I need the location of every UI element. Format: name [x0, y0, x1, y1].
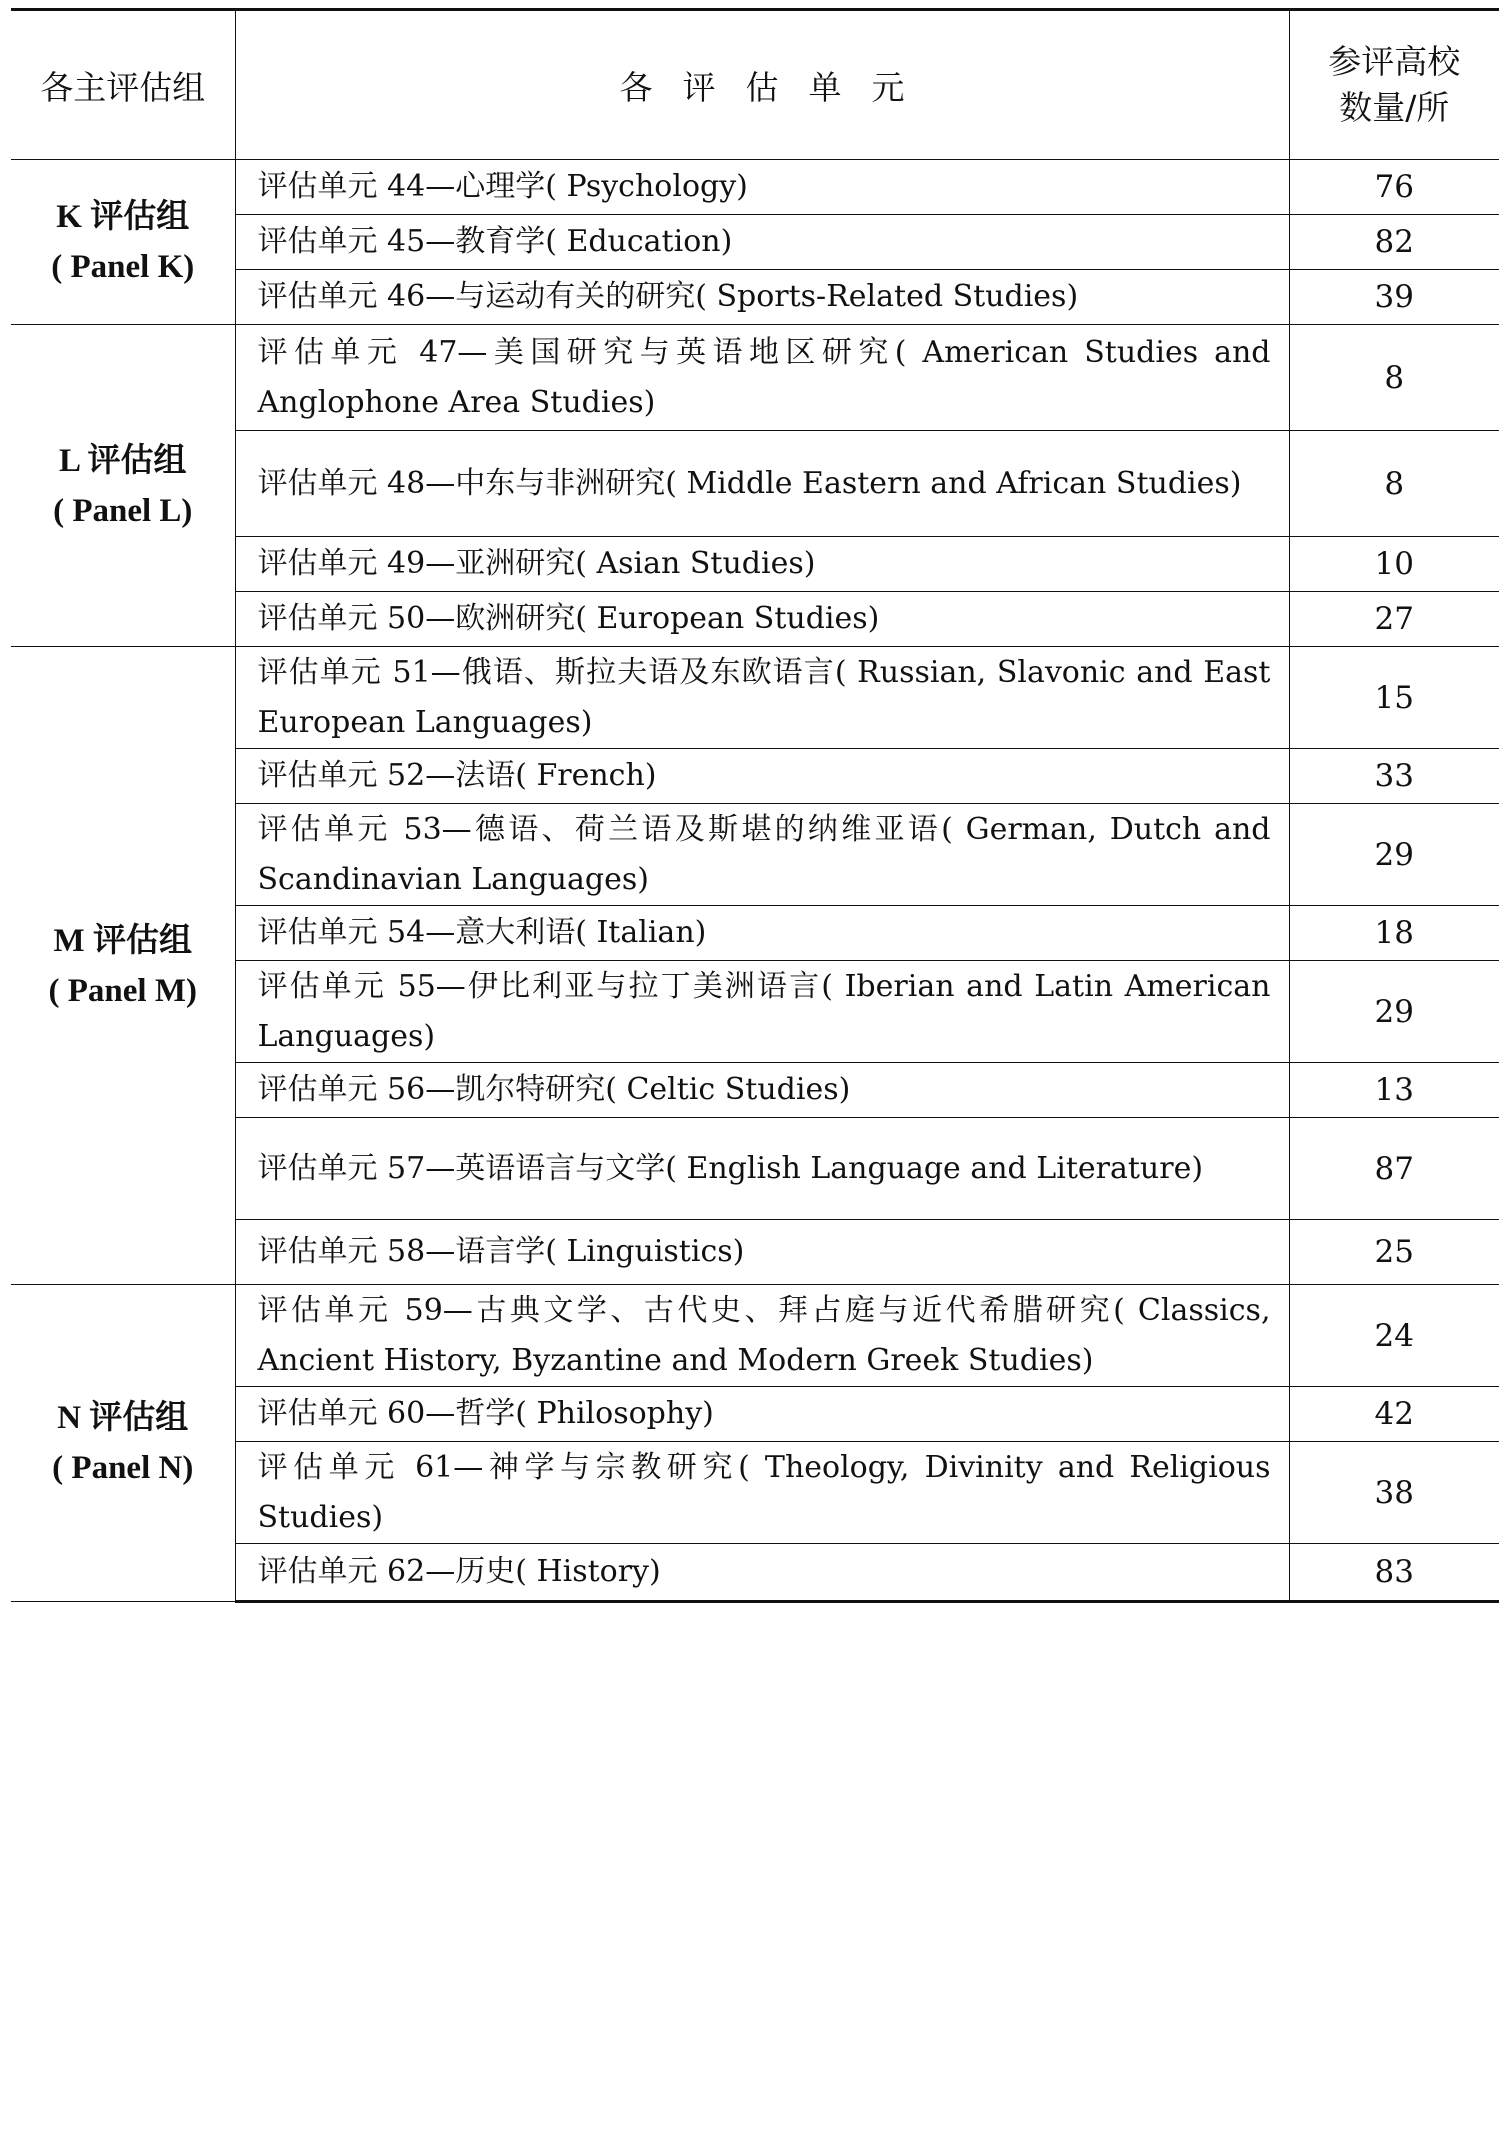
table-row: [11, 647, 1499, 749]
group-name: N 评估组: [57, 1400, 189, 1436]
unit-count: 24: [1289, 1285, 1499, 1387]
group-name: M 评估组: [53, 922, 192, 959]
table-row: [11, 431, 1499, 537]
unit-count: 76: [1289, 160, 1499, 215]
unit-name: 评估单元 61—神学与宗教研究( Theology, Divinity and Religious Studies): [235, 1442, 1289, 1544]
unit-name: 评估单元 55—伊比利亚与拉丁美洲语言( Iberian and Latin American Languages): [235, 961, 1289, 1063]
group-cell: [11, 160, 235, 325]
unit-name: 评估单元 62—历史( History): [235, 1544, 1289, 1602]
table-row: [11, 325, 1499, 431]
table-row: [11, 1118, 1499, 1220]
unit-count: 29: [1289, 961, 1499, 1063]
table-row: [11, 160, 1499, 215]
table-row: [11, 270, 1499, 325]
table-row: [11, 537, 1499, 592]
table-body: [11, 160, 1499, 1602]
unit-name: 评估单元 60—哲学( Philosophy): [235, 1387, 1289, 1442]
unit-name: 评估单元 44—心理学( Psychology): [235, 160, 1289, 215]
group-cell: [11, 325, 235, 647]
table-row: [11, 592, 1499, 647]
header-unit: 各评估单元: [235, 10, 1289, 160]
unit-count: 8: [1289, 431, 1499, 537]
table-row: [11, 804, 1499, 906]
table-row: [11, 906, 1499, 961]
unit-count: 10: [1289, 537, 1499, 592]
table-row: [11, 749, 1499, 804]
table-row: [11, 1063, 1499, 1118]
unit-name: 评估单元 53—德语、荷兰语及斯堪的纳维亚语( German, Dutch and Scandinavian Languages): [235, 804, 1289, 906]
evaluation-units-table: [11, 8, 1499, 1603]
unit-name: 评估单元 54—意大利语( Italian): [235, 906, 1289, 961]
table-row: [11, 1442, 1499, 1544]
unit-count: 38: [1289, 1442, 1499, 1544]
unit-count: 13: [1289, 1063, 1499, 1118]
group-panel: ( Panel M): [48, 972, 197, 1009]
table-row: [11, 1544, 1499, 1602]
unit-count: 42: [1289, 1387, 1499, 1442]
header-group: 各主评估组: [11, 10, 235, 160]
unit-count: 87: [1289, 1118, 1499, 1220]
unit-name: 评估单元 46—与运动有关的研究( Sports-Related Studies): [235, 270, 1289, 325]
unit-name: 评估单元 49—亚洲研究( Asian Studies): [235, 537, 1289, 592]
unit-name: 评估单元 50—欧洲研究( European Studies): [235, 592, 1289, 647]
group-cell: [11, 1285, 235, 1602]
unit-count: 33: [1289, 749, 1499, 804]
group-cell: [11, 647, 235, 1285]
header-count: [1289, 10, 1499, 160]
table-row: [11, 1285, 1499, 1387]
header-count-line2: 数量/所: [1339, 88, 1450, 127]
unit-name: 评估单元 57—英语语言与文学( English Language and Literature): [235, 1118, 1289, 1220]
table-row: [11, 1220, 1499, 1285]
group-name: K 评估组: [56, 199, 190, 235]
group-name: L 评估组: [59, 442, 187, 479]
unit-count: 25: [1289, 1220, 1499, 1285]
unit-count: 83: [1289, 1544, 1499, 1602]
group-panel: ( Panel L): [53, 492, 193, 529]
unit-name: 评估单元 58—语言学( Linguistics): [235, 1220, 1289, 1285]
unit-name: 评估单元 52—法语( French): [235, 749, 1289, 804]
unit-name: 评估单元 48—中东与非洲研究( Middle Eastern and African Studies): [235, 431, 1289, 537]
unit-count: 39: [1289, 270, 1499, 325]
unit-name: 评估单元 51—俄语、斯拉夫语及东欧语言( Russian, Slavonic and East European Languages): [235, 647, 1289, 749]
unit-name: 评估单元 45—教育学( Education): [235, 215, 1289, 270]
unit-count: 29: [1289, 804, 1499, 906]
unit-count: 82: [1289, 215, 1499, 270]
table-header: [11, 10, 1499, 160]
unit-name: 评估单元 56—凯尔特研究( Celtic Studies): [235, 1063, 1289, 1118]
header-row: [11, 10, 1499, 160]
unit-count: 27: [1289, 592, 1499, 647]
unit-count: 8: [1289, 325, 1499, 431]
table-row: [11, 215, 1499, 270]
table-row: [11, 1387, 1499, 1442]
table-row: [11, 961, 1499, 1063]
group-panel: ( Panel N): [52, 1450, 194, 1486]
unit-count: 18: [1289, 906, 1499, 961]
unit-name: 评估单元 47—美国研究与英语地区研究( American Studies and Anglophone Area Studies): [235, 325, 1289, 431]
header-count-line1: 参评高校: [1328, 42, 1461, 81]
unit-count: 15: [1289, 647, 1499, 749]
unit-name: 评估单元 59—古典文学、古代史、拜占庭与近代希腊研究( Classics, Ancient History, Byzantine and Modern Greek Studies): [235, 1285, 1289, 1387]
group-panel: ( Panel K): [51, 249, 195, 285]
